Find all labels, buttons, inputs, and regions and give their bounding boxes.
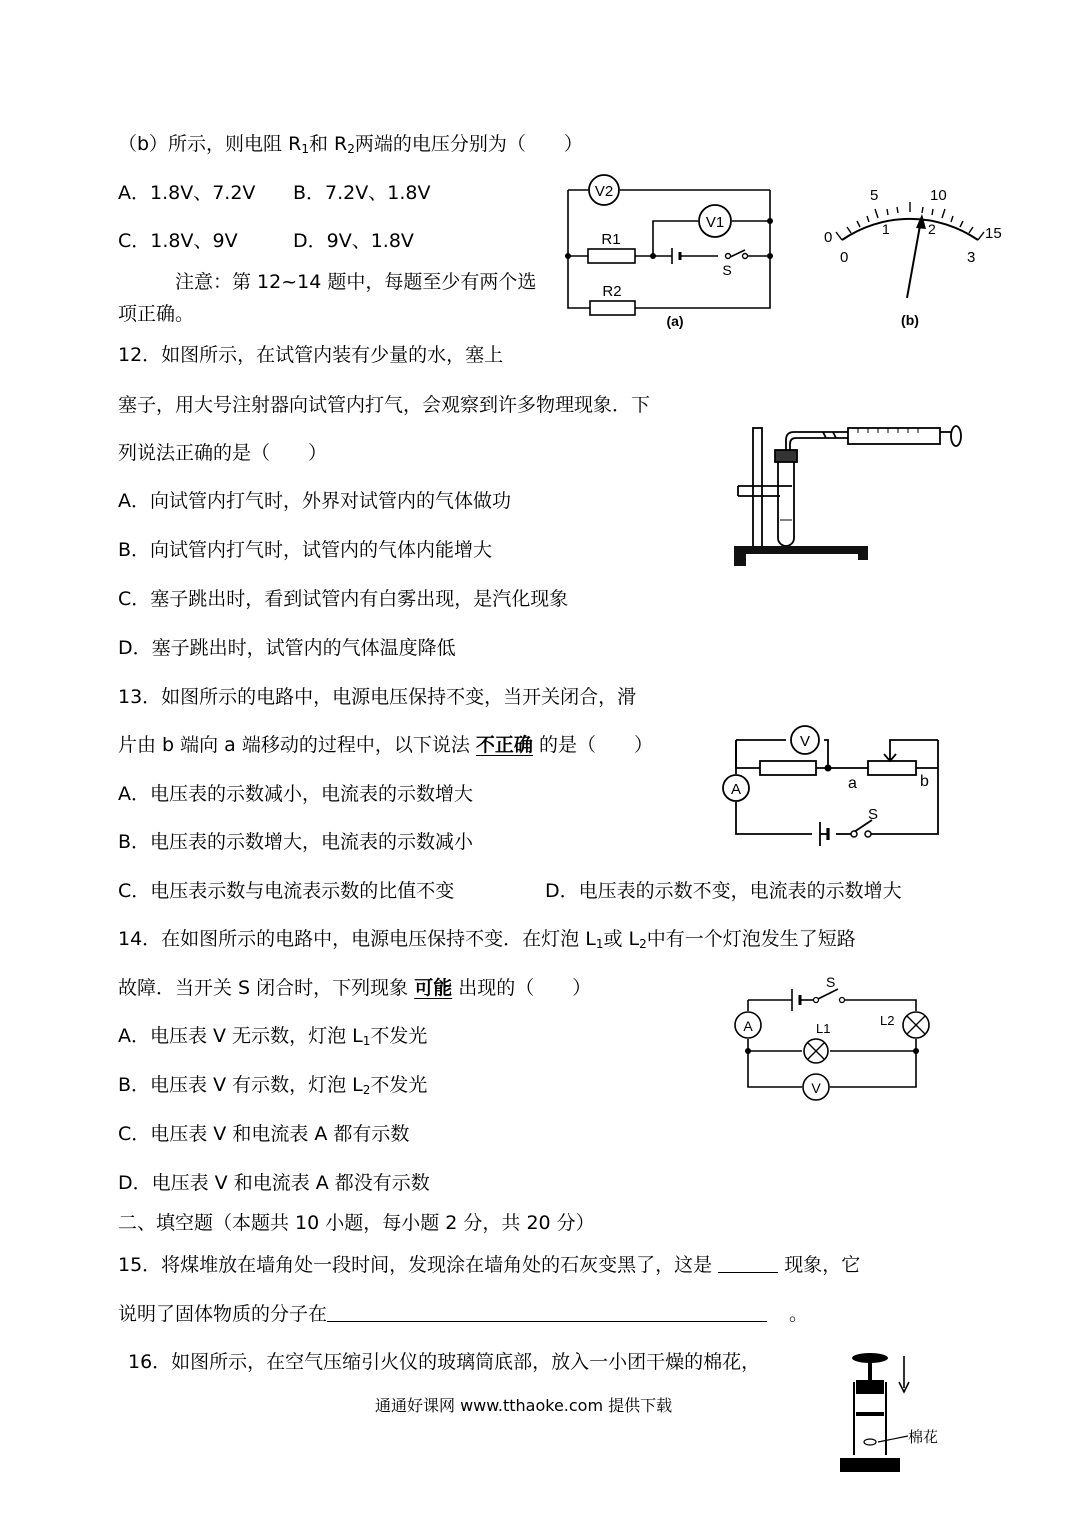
q12-option-c: C．塞子跳出时，看到试管内有白雾出现，是汽化现象 [118,588,569,610]
ammeter-label: A [743,1018,753,1034]
voltmeter-label: V [811,1080,821,1096]
dial-bottom-2: 2 [928,221,936,237]
q12-stem-line1: 12．如图所示，在试管内装有少量的水，塞上 [118,344,504,366]
q12-test-tube-syringe-figure [728,420,968,575]
q13-circuit-figure [720,722,950,852]
dial-bottom-0: 0 [840,249,849,266]
q14-option-a: A．电压表 V 无示数，灯泡 $L_1$不发光 [118,1025,428,1048]
lamp-l2-label: L2 [880,1013,895,1028]
switch-label: S [826,974,836,990]
q16-line1: 16．如图所示，在空气压缩引火仪的玻璃筒底部，放入一小团干燥的棉花， [128,1351,761,1373]
cotton-label: 棉花 [908,1429,939,1446]
q12-option-a: A．向试管内打气时，外界对试管内的气体做功 [118,490,511,512]
switch-label: S [722,262,732,278]
q13-emphasis: 不正确 [475,734,533,756]
q16-igniter-figure [838,1350,953,1500]
q14-option-d: D．电压表 V 和电流表 A 都没有示数 [118,1172,430,1194]
section-2-heading: 二、填空题（本题共 10 小题，每小题 2 分，共 20 分） [118,1212,595,1234]
q12-option-b: B．向试管内打气时，试管内的气体内能增大 [118,539,493,561]
q15-line1: 15．将煤堆放在墙角处一段时间，发现涂在墙角处的石灰变黑了，这是 现象，它 [118,1254,861,1276]
fig-b-caption: (b) [901,312,919,328]
q13-option-c: C．电压表示数与电流表示数的比值不变 [118,880,455,902]
q15-line2: 说明了固体物质的分子在 。 [118,1303,809,1325]
q13-stem-line1: 13．如图所示的电路中，电源电压保持不变，当开关闭合，滑 [118,686,637,708]
q11-note-line2: 项正确。 [118,303,195,325]
q15-blank-1[interactable] [718,1254,778,1273]
q14-stem-line2: 故障．当开关 S 闭合时，下列现象 可能 出现的（ ） [118,977,592,999]
page-footer: 通通好课网 www.tthaoke.com 提供下载 [375,1396,673,1415]
q11-option-c: C．1.8V、9V [118,230,238,252]
fig-a-caption: (a) [666,313,684,329]
q14-option-b: B．电压表 V 有示数，灯泡 $L_2$不发光 [118,1074,428,1097]
q13-stem-line2: 片由 b 端向 a 端移动的过程中，以下说法 不正确 的是（ ） [118,734,653,756]
q11-option-a: A．1.8V、7.2V [118,182,256,204]
q13-option-b: B．电压表的示数增大，电流表的示数减小 [118,831,474,853]
dial-top-5: 5 [870,187,879,204]
q12-option-d: D．塞子跳出时，试管内的气体温度降低 [118,637,456,659]
q11-note-line1: 注意：第 12~14 题中，每题至少有两个选 [175,271,537,293]
q15-blank-2[interactable] [327,1303,767,1322]
q11-meter-figure-b [810,180,1010,330]
r1-label: R1 [601,231,621,248]
q14-option-c: C．电压表 V 和电流表 A 都有示数 [118,1123,410,1145]
q11-circuit-figure-a [560,168,780,333]
q11-option-b: B．7.2V、1.8V [293,182,431,204]
dial-bottom-3: 3 [967,249,976,266]
v1-label: V1 [705,214,725,231]
lamp-l1-label: L1 [816,1021,831,1036]
q13-option-a: A．电压表的示数减小，电流表的示数增大 [118,783,473,805]
q14-circuit-figure [730,965,940,1110]
dial-top-10: 10 [930,187,947,204]
rheostat-end-b: b [920,773,929,790]
rheostat-end-a: a [848,775,857,792]
q12-stem-line3: 列说法正确的是（ ） [118,442,328,464]
q11-option-d: D．9V、1.8V [293,230,414,252]
voltmeter-label: V [799,733,811,750]
r2-label: R2 [602,283,622,300]
q13-option-d: D．电压表的示数不变，电流表的示数增大 [545,880,902,902]
dial-top-0: 0 [824,229,833,246]
ammeter-label: A [730,781,742,798]
dial-top-15: 15 [985,225,1002,242]
q14-emphasis: 可能 [414,977,453,999]
switch-label: S [868,806,879,823]
v2-label: V2 [594,183,614,200]
dial-bottom-1: 1 [882,221,890,237]
q14-stem-line1: 14．在如图所示的电路中，电源电压保持不变．在灯泡 $L_1$或 $L_2$中有一个灯泡发生了短路 [118,928,856,951]
q11-stem: （b）所示，则电阻 $R_1$和 $R_2$两端的电压分别为（ ） [118,133,583,156]
q12-stem-line2: 塞子，用大号注射器向试管内打气，会观察到许多物理现象．下 [118,394,651,416]
